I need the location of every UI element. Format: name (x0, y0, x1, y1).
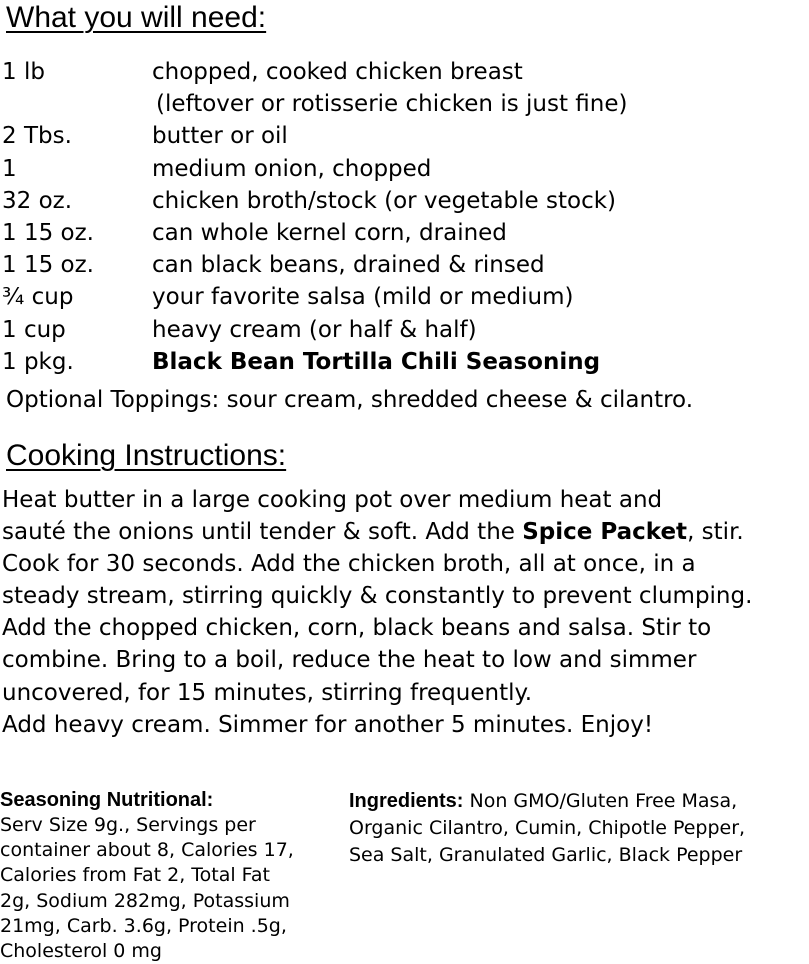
ingredient-row (2, 249, 802, 281)
nutrition-line: 21mg, Carb. 3.6g, Protein .5g, (0, 914, 287, 937)
cooking-instructions-heading: Cooking Instructions: (6, 439, 287, 472)
ingredient-description-seasoning: Black Bean Tortilla Chili Seasoning (152, 348, 601, 375)
ingredient-quantity: 1 15 oz. (2, 252, 94, 279)
ingredient-quantity: 1 lb (2, 59, 45, 85)
nutrition-line: 2g, Sodium 282mg, Potassium (0, 889, 290, 912)
cooking-instructions-text (2, 484, 809, 741)
what-you-will-need-heading: What you will need: (6, 1, 267, 34)
seasoning-ingredients-block (349, 788, 809, 869)
instruction-line (2, 516, 809, 548)
nutrition-line: Calories from Fat 2, Total Fat (0, 864, 270, 887)
instruction-line: Cook for 30 seconds. Add the chicken broth, all at once, in a (2, 551, 696, 578)
ingredients-label: Ingredients: (349, 790, 464, 812)
instruction-line: uncovered, for 15 minutes, stirring frequently. (2, 679, 533, 706)
ingredient-quantity: 2 Tbs. (2, 123, 72, 150)
ingredient-row (2, 185, 802, 217)
ingredient-quantity: ¾ cup (2, 284, 74, 311)
ingredient-row (2, 56, 802, 88)
ingredient-row (2, 346, 802, 378)
ingredients-list (2, 56, 802, 378)
ingredient-quantity (2, 88, 152, 120)
instruction-text: sauté the onions until tender & soft. Add the (2, 519, 523, 546)
ingredient-row (2, 281, 802, 313)
instruction-line: Heat butter in a large cooking pot over medium heat and (2, 487, 663, 513)
instruction-line: combine. Bring to a boil, reduce the heat to low and simmer (2, 647, 697, 674)
ingredient-quantity: 1 cup (2, 316, 66, 343)
seasoning-nutrition-block (0, 788, 330, 964)
ingredient-description: can black beans, drained & rinsed (152, 252, 545, 279)
ingredient-note-row (2, 88, 802, 120)
optional-toppings: Optional Toppings: sour cream, shredded cheese & cilantro. (6, 387, 694, 413)
ingredient-description: chopped, cooked chicken breast (152, 59, 523, 85)
ingredient-quantity: 1 (2, 155, 17, 182)
nutrition-heading: Seasoning Nutritional: (0, 789, 214, 811)
nutrition-line: container about 8, Calories 17, (0, 839, 294, 862)
ingredient-row (2, 217, 802, 249)
ingredients-line: Sea Salt, Granulated Garlic, Black Pepper (349, 844, 743, 866)
instruction-line: steady stream, stirring quickly & constantly to prevent clumping. (2, 583, 753, 610)
nutrition-line: Cholesterol 0 mg (0, 939, 162, 962)
ingredient-row (2, 153, 802, 185)
ingredient-row (2, 120, 802, 152)
ingredients-line (349, 788, 809, 815)
ingredient-description: can whole kernel corn, drained (152, 219, 507, 246)
ingredient-description: heavy cream (or half & half) (152, 316, 477, 343)
ingredients-line: Organic Cilantro, Cumin, Chipotle Pepper, (349, 817, 746, 839)
instruction-text: , stir. (687, 519, 744, 546)
spice-packet-emphasis: Spice Packet (522, 519, 688, 546)
ingredient-description: your favorite salsa (mild or medium) (152, 284, 574, 311)
ingredient-row (2, 314, 802, 346)
ingredient-description: chicken broth/stock (or vegetable stock) (152, 187, 617, 214)
ingredient-note: (leftover or rotisserie chicken is just fine) (156, 91, 628, 118)
instruction-line: Add the chopped chicken, corn, black beans and salsa. Stir to (2, 615, 712, 642)
ingredient-description: butter or oil (152, 123, 288, 150)
ingredient-quantity: 1 pkg. (2, 348, 74, 375)
nutrition-line: Serv Size 9g., Servings per (0, 814, 256, 836)
ingredient-quantity: 1 15 oz. (2, 219, 94, 246)
instruction-line: Add heavy cream. Simmer for another 5 minutes. Enjoy! (2, 711, 654, 738)
ingredient-quantity: 32 oz. (2, 187, 73, 214)
ingredients-text: Non GMO/Gluten Free Masa, (463, 790, 738, 812)
ingredient-description: medium onion, chopped (152, 155, 432, 182)
